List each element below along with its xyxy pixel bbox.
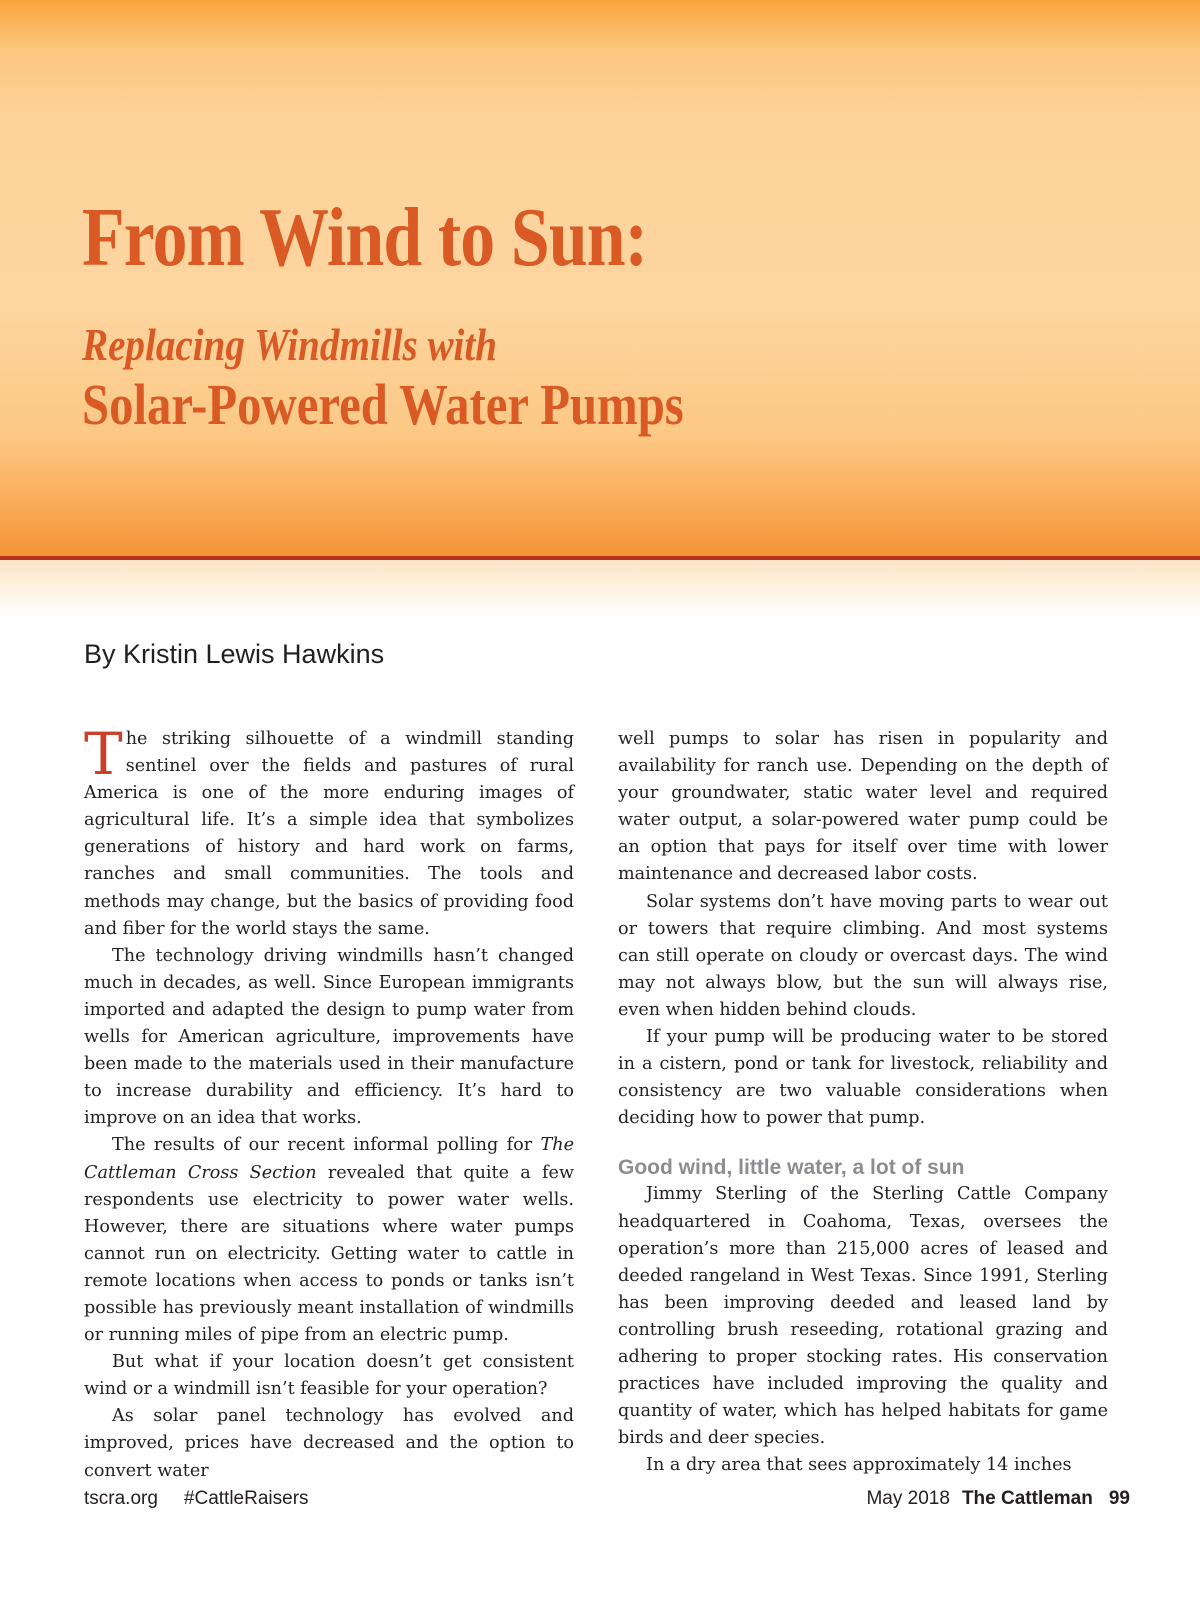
body-column-left bbox=[84, 720, 575, 1485]
footer-hashtag: #CattleRaisers bbox=[183, 1488, 309, 1509]
page-number: 99 bbox=[1108, 1488, 1130, 1509]
byline: By Kristin Lewis Hawkins bbox=[84, 639, 385, 669]
paragraph: Solar systems don’t have moving parts to wear out or towers that require climbing. And most systems can still operate on cloudy or overcast days. The wind may not always blow, but the sun will always rise, even when hidden behind clouds. bbox=[618, 891, 1108, 1020]
header-fade bbox=[0, 560, 1200, 616]
article-title: From Wind to Sun: bbox=[82, 191, 648, 284]
paragraph-text: revealed that quite a few respondents use electricity to power water wells. However, there are situations where water pumps cannot run on electricity. Getting water to cattle in remote locations when access to ponds or tanks isn’t possible has previously meant installation of windmills or running miles of pipe from an electric pump. bbox=[84, 1162, 575, 1346]
publication-title: The Cattleman Cross Section bbox=[84, 1135, 574, 1183]
paragraph-intro bbox=[84, 720, 574, 943]
paragraph: In a dry area that sees approximately 14 inches bbox=[646, 1455, 1072, 1476]
paragraph: If your pump will be producing water to be stored in a cistern, pond or tank for livestock, reliability and consistency are two valuable considerations when deciding how to power that pump. bbox=[618, 1027, 1108, 1129]
footer-magazine-name: The Cattleman bbox=[961, 1488, 1093, 1509]
footer-website-link[interactable]: tscra.org bbox=[84, 1488, 158, 1509]
paragraph: The technology driving windmills hasn’t changed much in decades, as well. Since European immigrants imported and adapted the design to pump water from wells for American agriculture, improvements have been made to the materials used in their manufacture to increase durability and efficiency. It’s hard to improve on an idea that works. bbox=[84, 945, 574, 1129]
drop-cap: T bbox=[84, 720, 123, 788]
paragraph-continued: well pumps to solar has risen in popularity and availability for ranch use. Depending on the depth of your groundwater, static water level and required water output, a solar-powered water pump could be an option that pays for itself over time with lower maintenance and decreased labor costs. bbox=[618, 729, 1108, 885]
paragraph: But what if your location doesn’t get consistent wind or a windmill isn’t feasible for your operation? bbox=[84, 1352, 574, 1400]
article-deck-line1: Replacing Windmills with bbox=[82, 319, 497, 370]
paragraph: Jimmy Sterling of the Sterling Cattle Company headquartered in Coahoma, Texas, oversees the operation’s more than 215,000 acres of leased and deeded rangeland in West Texas. Since 1991, Sterling has been improving deeded and leased land by controlling brush reseeding, rotational grazing and adhering to proper stocking rates. His conservation practices have included improving the quality and quantity of water, which has helped habitats for game birds and deer species. bbox=[618, 1184, 1108, 1449]
section-subhead: Good wind, little water, a lot of sun bbox=[618, 1156, 965, 1180]
paragraph: As solar panel technology has evolved and improved, prices have decreased and the option to convert water bbox=[84, 1406, 574, 1481]
footer-right bbox=[866, 1484, 1130, 1514]
paragraph-intro-text: he striking silhouette of a windmill standing sentinel over the fields and pastures of rural America is one of the more enduring images of agricultural life. It’s a simple idea that symbolizes generations of history and hard work on farms, ranches and small communities. The tools and methods may change, but the basics of providing food and fiber for the world stays the same. bbox=[84, 729, 574, 939]
footer-issue-date: May 2018 bbox=[866, 1488, 950, 1509]
footer-left bbox=[84, 1484, 335, 1514]
paragraph bbox=[84, 1132, 574, 1349]
paragraph-text: The results of our recent informal polling for bbox=[112, 1135, 541, 1156]
body-column-right bbox=[618, 726, 1108, 1479]
article-deck-line2: Solar-Powered Water Pumps bbox=[82, 372, 684, 437]
